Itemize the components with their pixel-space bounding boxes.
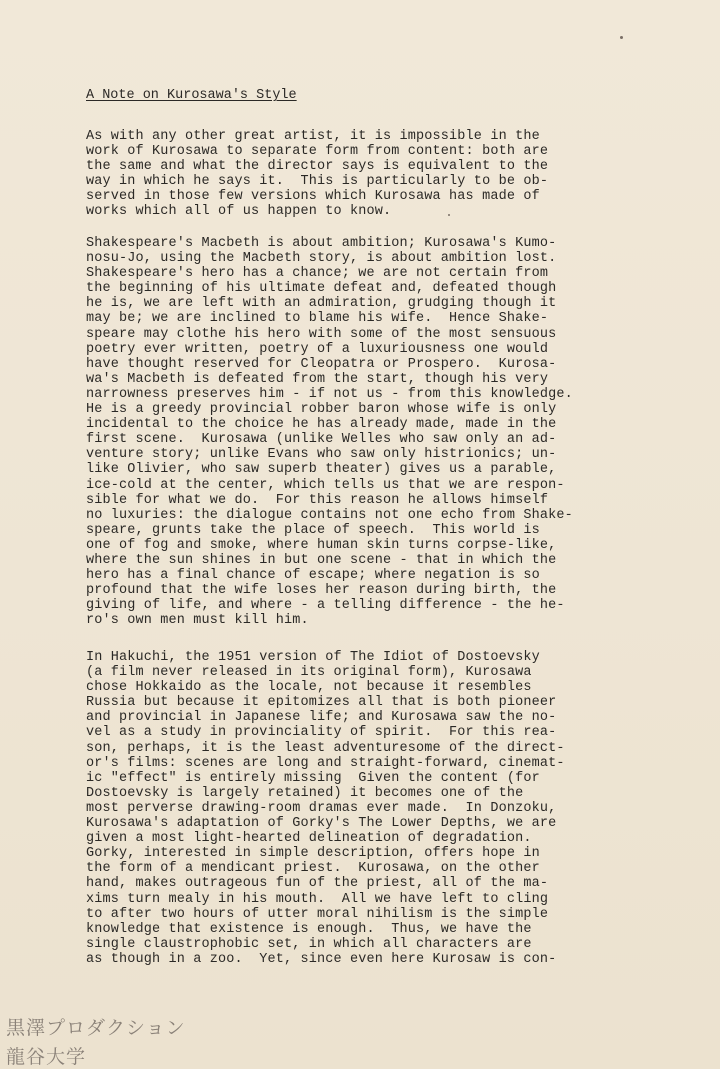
text-line: wa's Macbeth is defeated from the start, though his very: [86, 371, 549, 387]
text-line: ice-cold at the center, which tells us that we are respon-: [86, 477, 565, 493]
paragraph-1: [86, 129, 676, 220]
text-line: poetry ever written, poetry of a luxuriousness one would: [86, 341, 549, 357]
text-line: Shakespeare's Macbeth is about ambition; Kurosawa's Kumo-: [86, 236, 557, 251]
text-line: the form of a mendicant priest. Kurosawa, on the other: [86, 861, 540, 877]
text-line: chose Hokkaido as the locale, not because it resembles: [86, 680, 532, 696]
page-title: A Note on Kurosawa's Style: [86, 88, 297, 103]
text-line: Kurosawa's adaptation of Gorky's The Lower Depths, we are: [86, 816, 557, 832]
text-line: In Hakuchi, the 1951 version of The Idiot of Dostoevsky: [86, 650, 540, 665]
text-line: way in which he says it. This is particularly to be ob-: [86, 174, 549, 190]
text-line: no luxuries: the dialogue contains not one echo from Shake-: [86, 507, 573, 523]
text-line: speare, grunts take the place of speech. This world is: [86, 522, 540, 538]
text-line: like Olivier, who saw superb theater) gives us a parable,: [86, 462, 557, 478]
text-line: hero has a final chance of escape; where negation is so: [86, 568, 540, 584]
text-line: Russia but because it epitomizes all that is both pioneer: [86, 695, 557, 711]
text-line: he is, we are left with an admiration, grudging though it: [86, 296, 557, 312]
text-line: incidental to the choice he has already made, made in the: [86, 417, 557, 433]
text-line: ro's own men must kill him.: [86, 613, 309, 629]
text-line: narrowness preserves him - if not us - from this knowledge.: [86, 386, 573, 402]
text-line: Gorky, interested in simple description, offers hope in: [86, 846, 540, 862]
text-line: to after two hours of utter moral nihilism is the simple: [86, 906, 549, 922]
text-line: the same and what the director says is equivalent to the: [86, 159, 549, 175]
text-line: hand, makes outrageous fun of the priest, all of the ma-: [86, 876, 549, 892]
text-line: xims turn mealy in his mouth. All we have left to cling: [86, 891, 549, 907]
text-line: works which all of us happen to know.: [86, 204, 392, 220]
text-line: most perverse drawing-room dramas ever made. In Donzoku,: [86, 800, 557, 816]
text-line: as though in a zoo. Yet, since even here Kurosaw is con-: [86, 951, 557, 967]
text-line: have thought reserved for Cleopatra or Prospero. Kurosa-: [86, 356, 557, 372]
text-line: where the sun shines in but one scene - that in which the: [86, 552, 557, 568]
text-line: As with any other great artist, it is impossible in the: [86, 129, 540, 144]
text-line: son, perhaps, it is the least adventuresome of the direct-: [86, 740, 565, 756]
text-line: Shakespeare's hero has a chance; we are not certain from: [86, 266, 549, 282]
text-line: and provincial in Japanese life; and Kurosawa saw the no-: [86, 710, 557, 726]
archive-watermark-production: 黒澤プロダクション: [6, 1017, 186, 1039]
text-line: (a film never released in its original form), Kurosawa: [86, 665, 532, 681]
text-line: or's films: scenes are long and straight-forward, cinemat-: [86, 755, 565, 771]
paper-speck: [448, 214, 450, 216]
text-line: one of fog and smoke, where human skin turns corpse-like,: [86, 537, 557, 553]
paragraph-3: [86, 650, 676, 967]
text-line: vel as a study in provinciality of spirit. For this rea-: [86, 725, 557, 741]
text-line: sible for what we do. For this reason he allows himself: [86, 492, 549, 508]
text-line: giving of life, and where - a telling difference - the he-: [86, 598, 565, 614]
text-line: may be; we are inclined to blame his wife. Hence Shake-: [86, 311, 549, 327]
text-line: first scene. Kurosawa (unlike Welles who saw only an ad-: [86, 432, 557, 448]
text-line: served in those few versions which Kurosawa has made of: [86, 189, 540, 205]
text-line: He is a greedy provincial robber baron whose wife is only: [86, 402, 557, 418]
text-line: knowledge that existence is enough. Thus, we have the: [86, 921, 532, 937]
text-line: venture story; unlike Evans who saw only histrionics; un-: [86, 447, 557, 463]
text-line: the beginning of his ultimate defeat and, defeated though: [86, 281, 557, 297]
text-line: profound that the wife loses her reason during birth, the: [86, 583, 557, 599]
text-line: ic "effect" is entirely missing Given the content (for: [86, 770, 540, 786]
text-line: given a most light-hearted delineation of degradation.: [86, 831, 532, 847]
text-line: nosu-Jo, using the Macbeth story, is about ambition lost.: [86, 251, 557, 267]
text-line: single claustrophobic set, in which all characters are: [86, 936, 532, 952]
text-line: speare may clothe his hero with some of the most sensuous: [86, 326, 557, 342]
archive-watermark-university: 龍谷大学: [6, 1046, 87, 1068]
paper-speck: [620, 36, 623, 39]
text-line: work of Kurosawa to separate form from content: both are: [86, 144, 549, 160]
paragraph-2: [86, 236, 676, 628]
text-line: Dostoevsky is largely retained) it becomes one of the: [86, 785, 524, 801]
